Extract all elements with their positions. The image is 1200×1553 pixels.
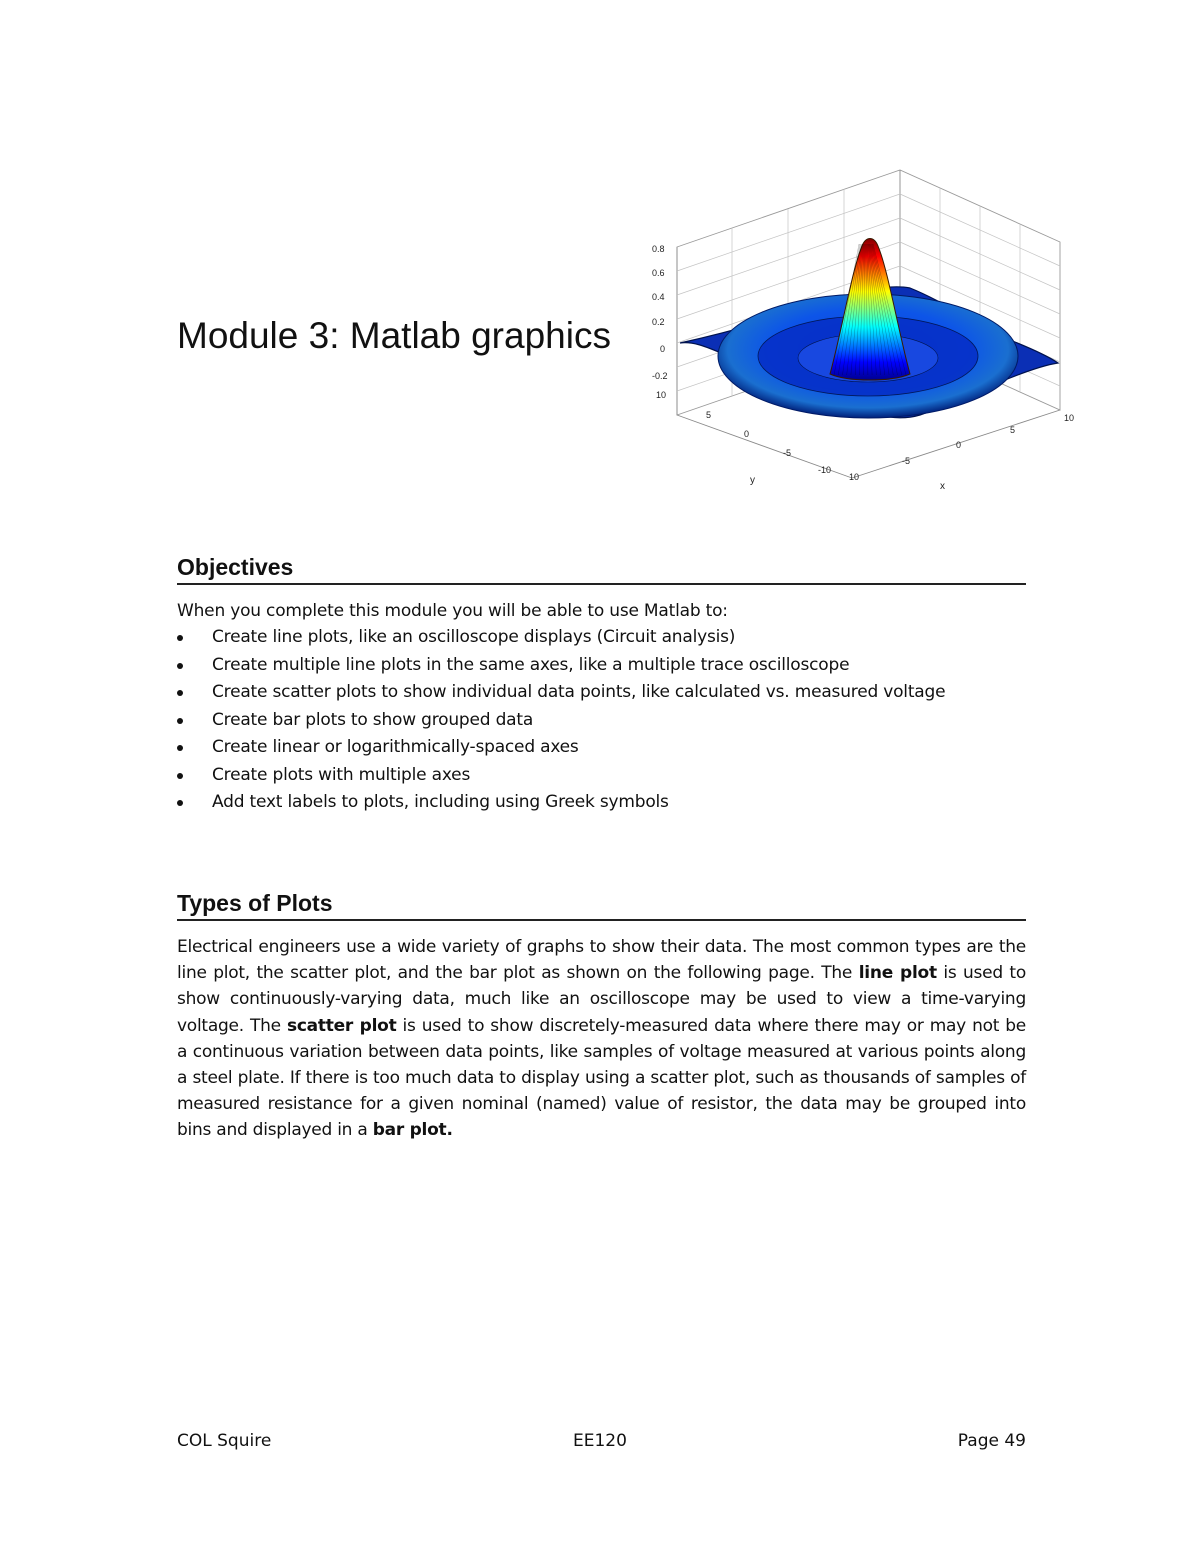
- types-paragraph: [177, 934, 1026, 1144]
- list-item-text: Create bar plots to show grouped data: [212, 709, 534, 730]
- page-footer: [177, 1431, 1026, 1455]
- list-item-text: Create multiple line plots in the same axes, like a multiple trace oscilloscope: [212, 654, 850, 675]
- paragraph-text: is used to show discretely-measured data where there may or may not be a continuous variation between data points, like samples of voltage measured at various points along a steel plate. If there is too much data to display using a scatter plot, such as thousands of samples of measured resistance for a given nominal (named) value of resistor, the data may be grouped into bins and displayed in a: [177, 1015, 1026, 1141]
- bullet-icon: [177, 745, 183, 751]
- list-item: [177, 624, 945, 652]
- ztick-label: 0.4: [652, 292, 665, 302]
- list-item: [177, 679, 945, 707]
- xtick-label: 0: [956, 440, 962, 450]
- ytick-label: 0: [744, 429, 750, 439]
- paragraph-text: is used to show continuously-varying data, much like an oscilloscope may be used to view a time-varying voltage. The: [177, 963, 1026, 1036]
- objectives-heading: Objectives: [177, 553, 1026, 585]
- ytick-label: 10: [656, 390, 667, 400]
- bold-term: bar plot: [372, 1120, 447, 1141]
- module-title: Module 3: Matlab graphics: [177, 315, 611, 356]
- x-axis-label: x: [940, 481, 945, 492]
- list-item: [177, 707, 945, 735]
- surface-plot-svg: [630, 160, 1090, 505]
- list-item-text: Add text labels to plots, including using Greek symbols: [212, 792, 669, 812]
- ztick-label: 0.2: [652, 317, 665, 327]
- paragraph-text: Electrical engineers use a wide variety of graphs to show their data. The most common types are the line plot, the scatter plot, and the bar plot as shown on the following page. The: [177, 937, 1026, 984]
- list-item: [177, 652, 945, 680]
- objectives-intro: When you complete this module you will be able to use Matlab to:: [177, 601, 728, 621]
- footer-page-number: Page 49: [957, 1431, 1026, 1451]
- bold-term: scatter plot: [286, 1015, 397, 1036]
- xtick-label: 10: [849, 472, 860, 482]
- list-item: [177, 762, 945, 790]
- bullet-icon: [177, 635, 183, 641]
- surface: [680, 239, 1058, 419]
- objectives-list: [177, 624, 945, 817]
- bullet-icon: [177, 690, 183, 696]
- surface-plot-figure: [630, 160, 1090, 505]
- list-item-text: Create plots with multiple axes: [212, 764, 471, 785]
- list-item: [177, 789, 945, 817]
- bullet-icon: [177, 663, 183, 669]
- paragraph-text: .: [446, 1120, 453, 1141]
- xtick-label: 10: [1064, 413, 1075, 423]
- bullet-icon: [177, 800, 183, 806]
- types-heading: Types of Plots: [177, 889, 1026, 921]
- list-item-text: Create linear or logarithmically-spaced axes: [212, 737, 579, 757]
- footer-course: EE120: [573, 1431, 627, 1451]
- list-item: [177, 734, 945, 762]
- bullet-icon: [177, 773, 183, 779]
- ztick-label: -0.2: [652, 371, 668, 381]
- y-axis-label: y: [750, 475, 755, 486]
- ytick-label: -10: [818, 465, 832, 475]
- xtick-label: -5: [902, 456, 911, 466]
- z-ticks: [652, 244, 668, 381]
- x-ticks: [849, 413, 1074, 492]
- bullet-icon: [177, 718, 183, 724]
- list-item-text: Create scatter plots to show individual data points, like calculated vs. measured voltage: [212, 682, 946, 702]
- bold-term: line plot: [858, 963, 937, 984]
- ytick-label: 5: [706, 410, 712, 420]
- list-item-text: Create line plots, like an oscilloscope displays (Circuit analysis): [212, 627, 736, 647]
- ztick-label: 0.6: [652, 268, 665, 278]
- ztick-label: 0.8: [652, 244, 665, 254]
- ytick-label: -5: [783, 448, 792, 458]
- ztick-label: 0: [660, 344, 666, 354]
- footer-author: COL Squire: [177, 1431, 272, 1451]
- xtick-label: 5: [1010, 425, 1016, 435]
